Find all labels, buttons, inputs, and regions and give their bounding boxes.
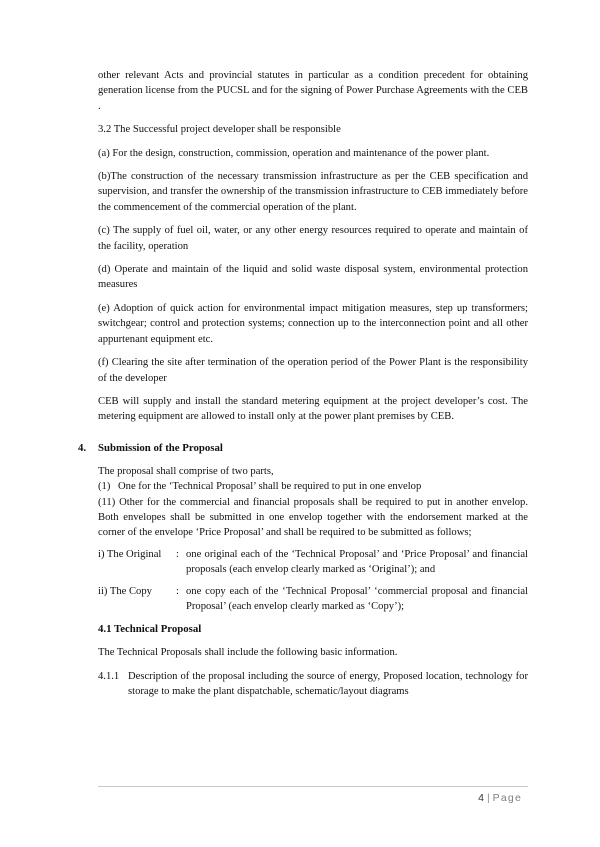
section-title: Submission of the Proposal xyxy=(98,441,223,454)
section-number: 4. xyxy=(78,441,87,454)
proposal-parts-list xyxy=(98,464,528,541)
page-content xyxy=(78,68,528,700)
original-row xyxy=(98,547,528,578)
list-item xyxy=(98,479,528,494)
copy-label: ii) The Copy xyxy=(98,585,152,597)
technical-item-text: Description of the proposal including the source of energy, Proposed location, technology for storage to make the plant dispatchable, schematic/layout diagrams xyxy=(128,670,528,698)
technical-proposal-intro: The Technical Proposals shall include the following basic information. xyxy=(98,647,398,659)
original-colon: : xyxy=(176,548,179,560)
page-number: 4 xyxy=(478,792,484,804)
clause-b: (b)The construction of the necessary transmission infrastructure as per the CEB specification and supervision, and transfer the ownership of the transmission infrastructure to CEB immediately before the commencement of the commercial operation of the plant. xyxy=(98,171,528,213)
technical-proposal-heading: 4.1 Technical Proposal xyxy=(98,623,202,636)
technical-item-number: 4.1.1 xyxy=(98,670,120,682)
technical-item-4-1-1 xyxy=(98,669,528,700)
section-4-heading xyxy=(78,441,528,456)
footer-divider xyxy=(98,786,528,787)
clause-a: (a) For the design, construction, commission, operation and maintenance of the power plant. xyxy=(98,147,490,159)
clause-3-2-heading: 3.2 The Successful project developer shall be responsible xyxy=(98,124,341,136)
list-item-text: One for the ‘Technical Proposal’ shall be required to put in one envelop xyxy=(118,481,422,493)
proposal-intro: The proposal shall comprise of two parts, xyxy=(98,465,274,477)
copy-row xyxy=(98,584,528,615)
page-footer xyxy=(478,792,522,804)
clause-c: (c) The supply of fuel oil, water, or any other energy resources required to operate and maintain of the facility, operation xyxy=(98,225,528,252)
page-label: Page xyxy=(492,792,522,804)
footer-separator: | xyxy=(486,792,490,804)
paragraph-continuation: other relevant Acts and provincial statutes in particular as a condition precedent for obtaining generation license from the PUCSL and for the signing of Power Purchase Agreements with the CEB . xyxy=(98,70,528,112)
clause-e: (e) Adoption of quick action for environmental impact mitigation measures, step up transformers; switchgear; control and protection systems; connection up to the interconnection point and all other appurtenant equipment etc. xyxy=(98,302,528,345)
original-label: i) The Original xyxy=(98,548,162,560)
original-text: one original each of the ‘Technical Proposal’ and ‘Price Proposal’ and financial proposals (each envelop clearly marked as ‘Original’); and xyxy=(186,548,528,576)
clause-f: (f) Clearing the site after termination of the operation period of the Power Plant is the responsibility of the developer xyxy=(98,357,528,384)
list-item-two: (11) Other for the commercial and financial proposals shall be required to put in another envelop. Both envelopes shall be submitted in one envelop together with the endorsement marked at the corner of the envelope ‘Price Proposal’ and shall be required to be submitted as follows; xyxy=(98,496,528,539)
metering-paragraph: CEB will supply and install the standard metering equipment at the project developer’s cost. The metering equipment are allowed to install only at the power plant premises by CEB. xyxy=(98,395,528,423)
copy-text: one copy each of the ‘Technical Proposal’ ‘commercial proposal and financial Proposal’ (each envelop clearly marked as ‘Copy’); xyxy=(186,585,528,612)
clause-d: (d) Operate and maintain of the liquid and solid waste disposal system, environmental protection measures xyxy=(98,264,528,291)
copy-colon: : xyxy=(176,585,179,597)
list-item-number: (1) xyxy=(98,481,111,493)
